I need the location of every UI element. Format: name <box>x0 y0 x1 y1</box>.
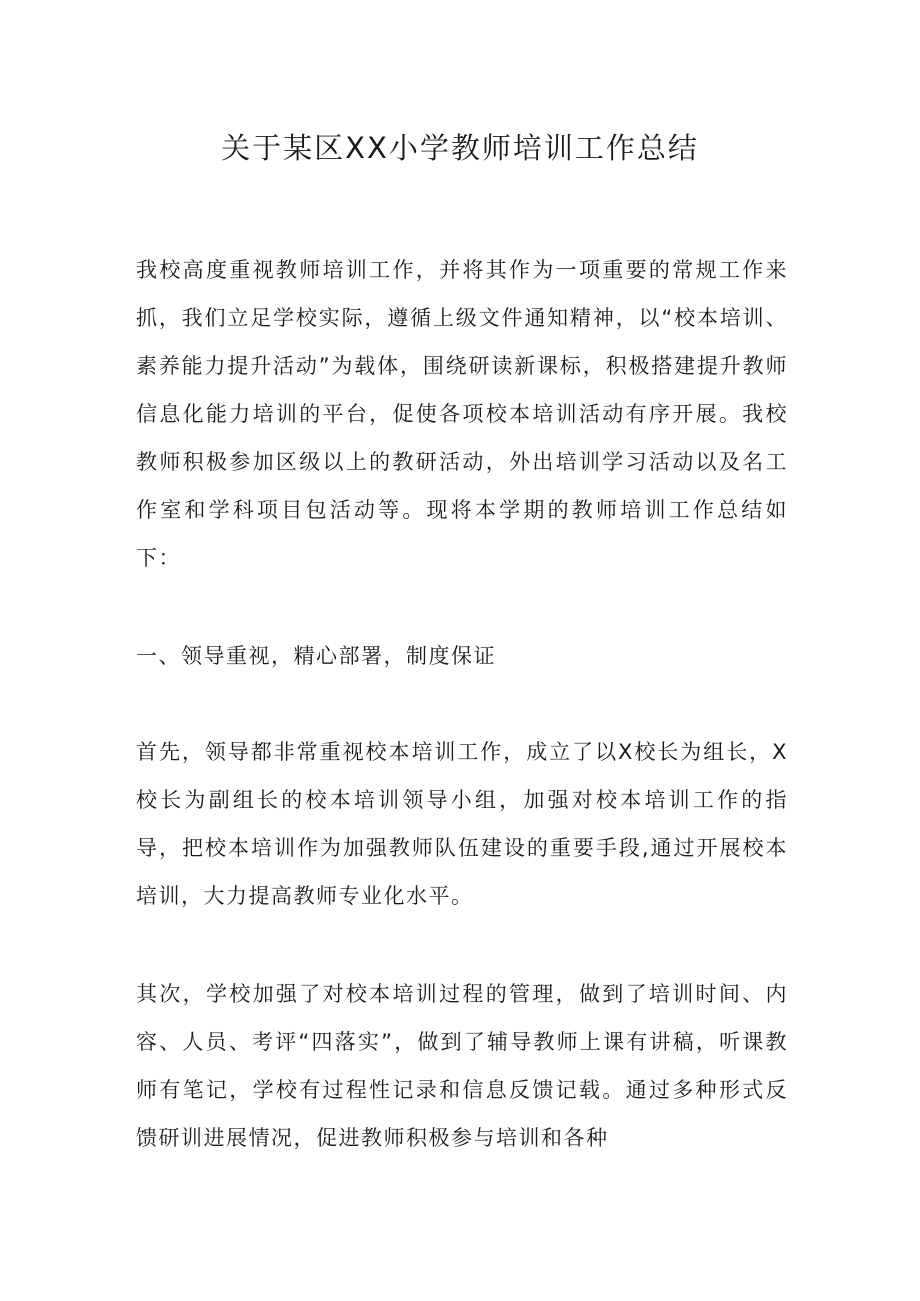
paragraph-second: 其次，学校加强了对校本培训过程的管理，做到了培训时间、内容、人员、考评“四落实”，做到了辅导教师上课有讲稿，听课教师有笔记，学校有过程性记录和信息反馈记载。通过多种形式反馈研训进展情况，促进教师积极参与培训和各种 <box>136 982 788 1150</box>
document-title: 关于某区XX小学教师培训工作总结 <box>221 131 699 165</box>
intro-paragraph: 我校高度重视教师培训工作，并将其作为一项重要的常规工作来抓，我们立足学校实际，遵循上级文件通知精神，以“校本培训、素养能力提升活动”为载体，围绕研读新课标，积极搭建提升教师信息化能力培训的平台，促使各项校本培训活动有序开展。我校教师积极参加区级以上的教研活动，外出培训学习活动以及名工作室和学科项目包活动等。现将本学期的教师培训工作总结如下： <box>136 258 788 570</box>
section-heading: 一、领导重视，精心部署，制度保证 <box>136 644 496 668</box>
paragraph-first: 首先，领导都非常重视校本培训工作，成立了以X校长为组长，X校长为副组长的校本培训领导小组，加强对校本培训工作的指导，把校本培训作为加强教师队伍建设的重要手段,通过开展校本培训，大力提高教师专业化水平。 <box>136 740 788 908</box>
